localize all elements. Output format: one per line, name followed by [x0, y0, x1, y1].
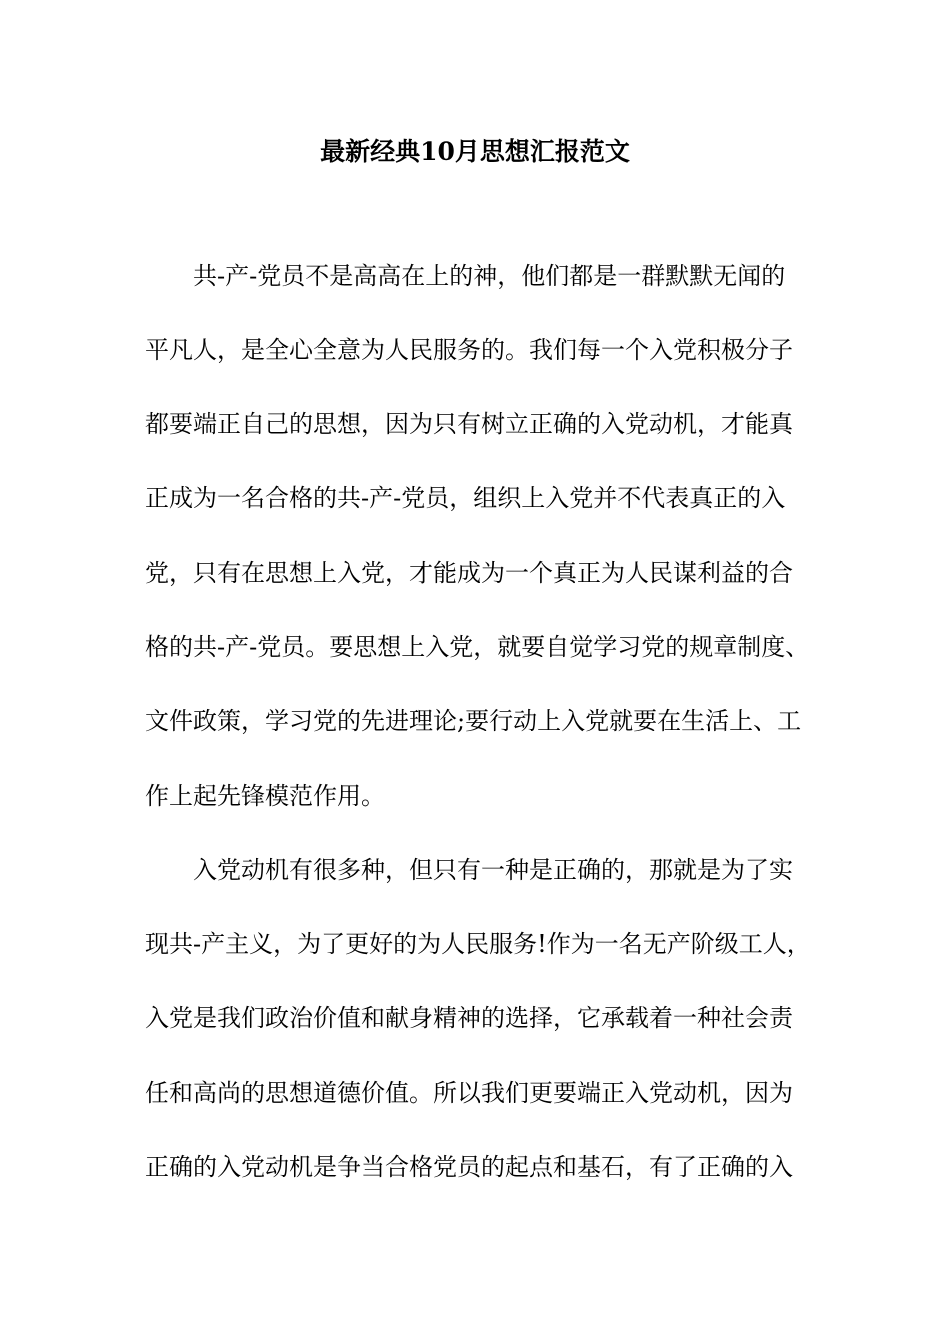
paragraph-2-line-2: 现共-产主义，为了更好的为人民服务!作为一名无产阶级工人，: [145, 930, 811, 958]
paragraph-2-line-1: 入党动机有很多种，但只有一种是正确的，那就是为了实: [193, 856, 793, 884]
paragraph-1-line-6: 格的共-产-党员。要思想上入党，就要自觉学习党的规章制度、: [145, 633, 810, 661]
paragraph-1-line-8: 作上起先锋模范作用。: [145, 782, 385, 810]
paragraph-1-line-3: 都要端正自己的思想，因为只有树立正确的入党动机，才能真: [145, 410, 793, 438]
document-title: 最新经典10月思想汇报范文: [320, 137, 630, 166]
paragraph-2-line-4: 任和高尚的思想道德价值。所以我们更要端正入党动机，因为: [145, 1079, 793, 1107]
paragraph-1-line-1: 共-产-党员不是高高在上的神，他们都是一群默默无闻的: [193, 262, 786, 290]
paragraph-2-line-3: 入党是我们政治价值和献身精神的选择，它承载着一种社会责: [145, 1004, 793, 1032]
paragraph-1-line-7: 文件政策，学习党的先进理论;要行动上入党就要在生活上、工: [145, 707, 802, 735]
paragraph-1-line-4: 正成为一名合格的共-产-党员，组织上入党并不代表真正的入: [145, 484, 786, 512]
paragraph-2-line-5: 正确的入党动机是争当合格党员的起点和基石，有了正确的入: [145, 1153, 793, 1181]
paragraph-1-line-2: 平凡人，是全心全意为人民服务的。我们每一个入党积极分子: [145, 336, 793, 364]
paragraph-1-line-5: 党，只有在思想上入党，才能成为一个真正为人民谋利益的合: [145, 559, 793, 587]
